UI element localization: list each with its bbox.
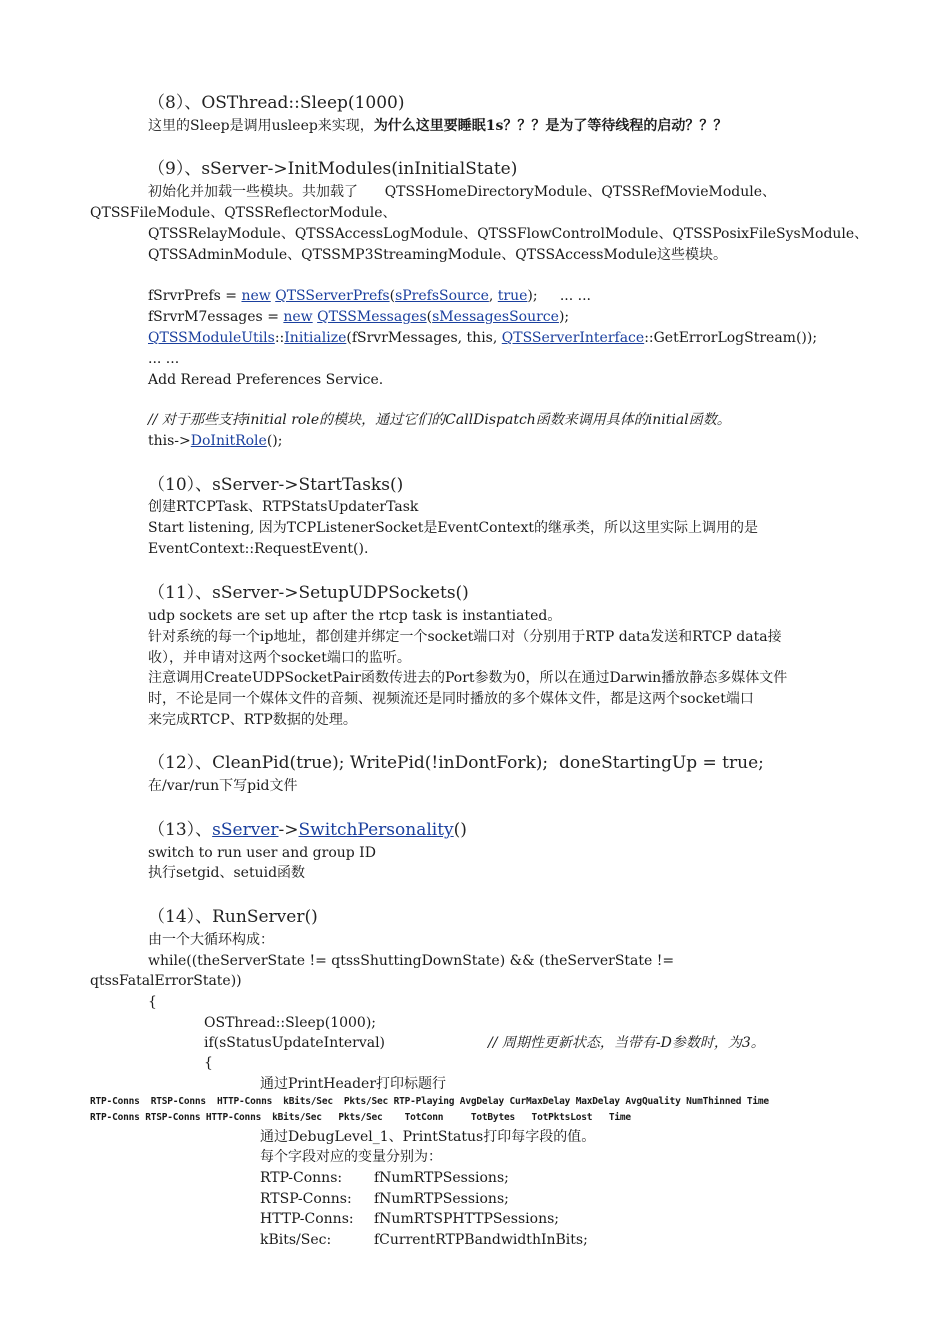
section-9-line-1: 初始化并加载一些模块。共加载了 QTSSHomeDirectoryModule、QTSSRefMovieModule、 [148,184,777,200]
smessagessource-link[interactable]: sMessagesSource [432,309,559,325]
section-11-line-6: 来完成RTCP、RTP数据的处理。 [148,712,357,728]
code-text: this-> [148,433,191,449]
section-8-question: 为什么这里要睡眠1s？？？是为了等待线程的启动？？？ [373,118,728,134]
section-13-heading [148,819,467,841]
header-row-2: RTP-Conns RTSP-Conns HTTP-Conns kBits/Sec Pkts/Sec TotConn TotBytes TotPktsLost Time [90,1112,631,1123]
code-line-srvrprefs [148,287,591,305]
var-field-value: fNumRTSPHTTPSessions; [374,1211,560,1227]
section-11-line-4: 注意调用CreateUDPSocketPair函数传进去的Port参数为0，所以在通过Darwin播放静态多媒体文件 [148,670,788,686]
var-field-value: fNumRTPSessions; [374,1191,509,1207]
section-8-text [148,117,727,135]
brace-open: { [148,994,157,1010]
section-14-while-cont: qtssFatalErrorState)) [90,973,242,989]
qtsserverinterface-link[interactable]: QTSServerInterface [501,330,645,346]
var-field-label: kBits/Sec: [260,1232,332,1248]
code-text: fSrvrPrefs = [148,288,242,304]
code-text: (fSrvrMessages, this, [346,330,502,346]
var-field-value: fNumRTPSessions; [374,1170,509,1186]
new-keyword-link[interactable]: new [283,309,313,325]
vars-title: 每个字段对应的变量分别为： [260,1149,442,1165]
section-11-line-1: udp sockets are set up after the rtcp task is instantiated。 [148,608,562,624]
code-line-doinitrole [148,432,282,450]
section-9-line-3: QTSSRelayModule、QTSSAccessLogModule、QTSSFlowControlModule、QTSSPosixFileSysModule、 [148,226,869,242]
section-11-line-2: 针对系统的每一个ip地址，都创建并绑定一个socket端口对（分别用于RTP data发送和RTCP data接 [148,629,782,645]
heading-text: （13）、 [148,820,213,840]
section-14-heading: （14）、RunServer() [148,907,318,927]
section-14-while: while((theServerState != qtssShuttingDownState) && (theServerState != [148,953,675,969]
code-if-comment: // 周期性更新状态，当带有-D参数时，为3。 [488,1035,765,1051]
switchpersonality-link[interactable]: SwitchPersonality [298,820,454,840]
section-9-line-4: QTSSAdminModule、QTSSMP3StreamingModule、QTSSAccessModule这些模块。 [148,247,727,263]
header-row-1: RTP-Conns RTSP-Conns HTTP-Conns kBits/Sec Pkts/Sec RTP-Playing AvgDelay CurMaxDelay MaxDelay AvgQuality NumThinned Time [90,1096,769,1107]
true-keyword-link[interactable]: true [497,288,528,304]
section-13-line-2: 执行setgid、setuid函数 [148,865,306,881]
section-9-heading: （9）、sServer->InitModules(inInitialState) [148,159,518,179]
qtsserverprefs-link[interactable]: QTSServerPrefs [275,288,390,304]
section-9-line-2: QTSSFileModule、QTSSReflectorModule、 [90,205,397,221]
section-8-text-a: 这里的Sleep是调用usleep来实现， [148,118,374,134]
section-12-line-1: 在/var/run下写pid文件 [148,778,298,794]
section-10-line-1: 创建RTCPTask、RTPStatsUpdaterTask [148,499,419,515]
code-text: , [488,288,498,304]
sprefssource-link[interactable]: sPrefsSource [395,288,489,304]
section-10-line-3: EventContext::RequestEvent(). [148,541,369,557]
section-13-line-1: switch to run user and group ID [148,845,376,861]
section-10-heading: （10）、sServer->StartTasks() [148,475,404,495]
var-field-label: HTTP-Conns: [260,1211,354,1227]
section-11-heading: （11）、sServer->SetupUDPSockets() [148,583,469,603]
sserver-link[interactable]: sServer [212,820,279,840]
var-field-value: fCurrentRTPBandwidthInBits; [374,1232,588,1248]
section-11-line-5: 时，不论是同一个媒体文件的音频、视频流还是同时播放的多个媒体文件，都是这两个socket端口 [148,691,754,707]
heading-text: () [453,820,467,840]
code-reread-prefs: Add Reread Preferences Service. [148,372,384,388]
qtssmessages-link[interactable]: QTSSMessages [317,309,427,325]
code-comment-initial-role: // 对于那些支持initial role的模块，通过它们的CallDispatch函数来调用具体的initial函数。 [148,412,731,428]
section-10-line-2: Start listening, 因为TCPListenerSocket是EventContext的继承类，所以这里实际上调用的是 [148,520,758,536]
code-line-messages [148,308,569,326]
code-text: ); ... ... [527,288,592,304]
code-text: ); [558,309,570,325]
code-text: ( [426,309,433,325]
code-text: ( [389,288,396,304]
var-field-label: RTP-Conns: [260,1170,343,1186]
section-8-heading: （8）、OSThread::Sleep(1000) [148,93,405,113]
code-text: :: [274,330,285,346]
code-if: if(sStatusUpdateInterval) [204,1035,386,1051]
var-field-label: RTSP-Conns: [260,1191,352,1207]
code-sleep: OSThread::Sleep(1000); [204,1015,377,1031]
heading-text: -> [278,820,299,840]
section-11-line-3: 收），并申请对这两个socket端口的监听。 [148,650,411,666]
code-text: fSrvrM7essages = [148,309,284,325]
section-12-heading: （12）、CleanPid(true); WritePid(!inDontFork); doneStartingUp = true; [148,753,764,773]
code-ellipsis: ... ... [148,351,180,367]
code-line-initialize [148,329,817,347]
section-14-line-1: 由一个大循环构成： [148,932,274,948]
print-status-text: 通过DebugLevel_1、PrintStatus打印每字段的值。 [260,1129,596,1145]
new-keyword-link[interactable]: new [241,288,271,304]
print-header-text: 通过PrintHeader打印标题行 [260,1076,447,1092]
doinitrole-link[interactable]: DoInitRole [190,433,267,449]
code-text: ::GetErrorLogStream()); [644,330,818,346]
brace-inner-open: { [204,1055,213,1071]
qtssmoduleutils-link[interactable]: QTSSModuleUtils [148,330,275,346]
initialize-link[interactable]: Initialize [284,330,347,346]
code-text: (); [266,433,283,449]
